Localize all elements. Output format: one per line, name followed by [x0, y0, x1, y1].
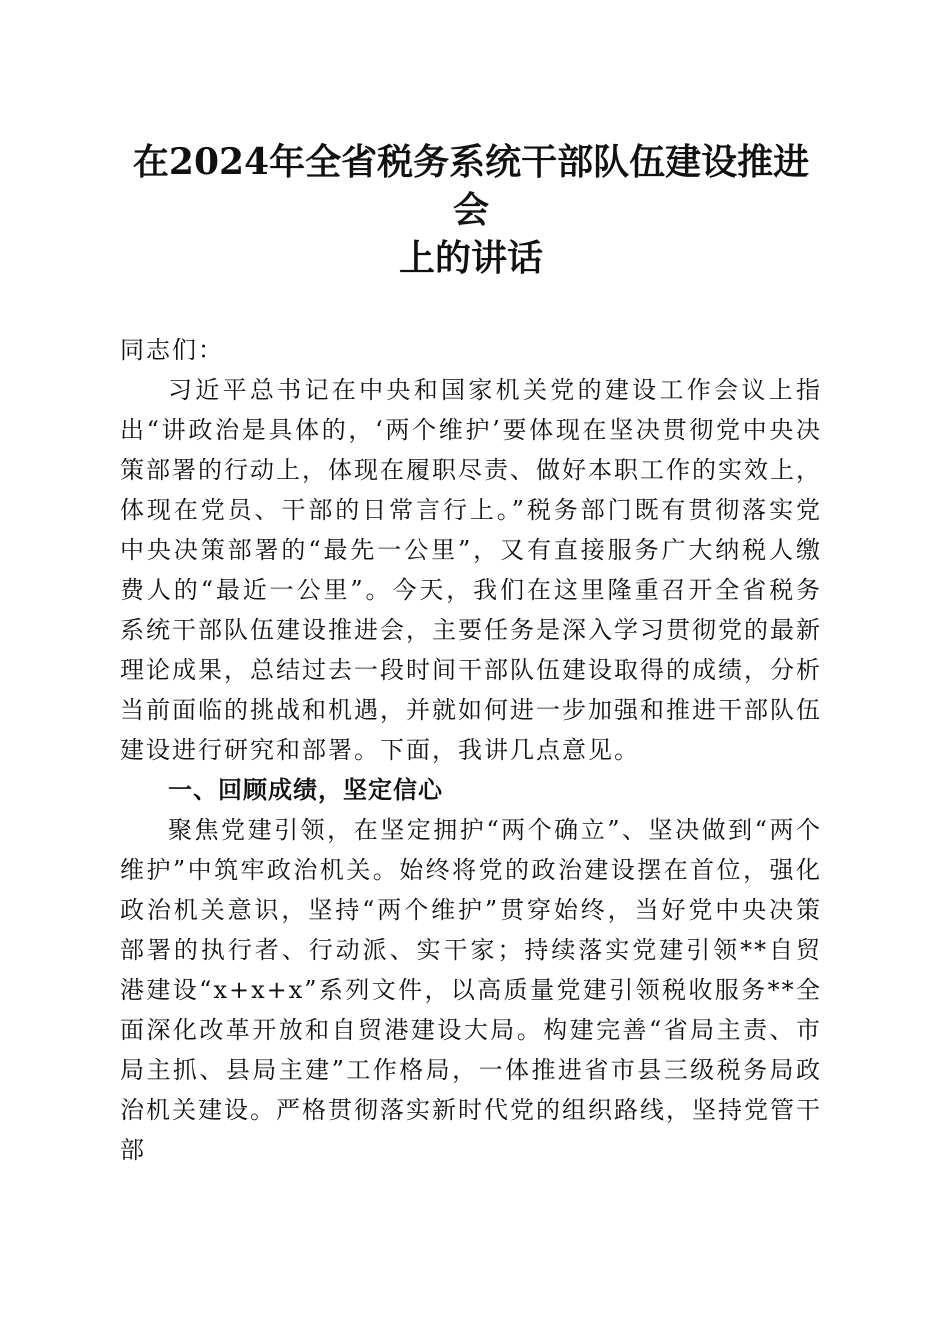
title-line-1: 在2024年全省税务系统干部队伍建设推进会 — [132, 141, 810, 231]
section-1-paragraph: 聚焦党建引领，在坚定拥护“两个确立”、坚决做到“两个维护”中筑牢政治机关。始终将党的政治建设摆在首位，强化政治机关意识，坚持“两个维护”贯穿始终，当好党中央决策部署的执行者、行动派、实干家；持续落实党建引领**自贸港建设“x+x+x”系列文件，以高质量党建引领税收服务**全面深化改革开放和自贸港建设大局。构建完善“省局主责、市局主抓、县局主建”工作格局，一体推进省市县三级税务局政治机关建设。严格贯彻落实新时代党的组织路线，坚持党管干部 — [120, 816, 822, 1164]
intro-paragraph: 习近平总书记在中央和国家机关党的建设工作会议上指出“讲政治是具体的，‘两个维护’要体现在坚决贯彻党中央决策部署的行动上，体现在履职尽责、做好本职工作的实效上，体现在党员、干部的日常言行上。”税务部门既有贯彻落实党中央决策部署的“最先一公里”，又有直接服务广大纳税人缴费人的“最近一公里”。今天，我们在这里隆重召开全省税务系统干部队伍建设推进会，主要任务是深入学习贯彻党的最新理论成果，总结过去一段时间干部队伍建设取得的成绩，分析当前面临的挑战和机遇，并就如何进一步加强和推进干部队伍建设进行研究和部署。下面，我讲几点意见。 — [120, 376, 822, 764]
document-title — [120, 138, 822, 282]
title-line-2: 上的讲话 — [398, 237, 543, 279]
document-page — [120, 138, 822, 1170]
section-heading-1: 一、回顾成绩，坚定信心 — [168, 776, 443, 804]
salutation: 同志们： — [120, 336, 224, 364]
